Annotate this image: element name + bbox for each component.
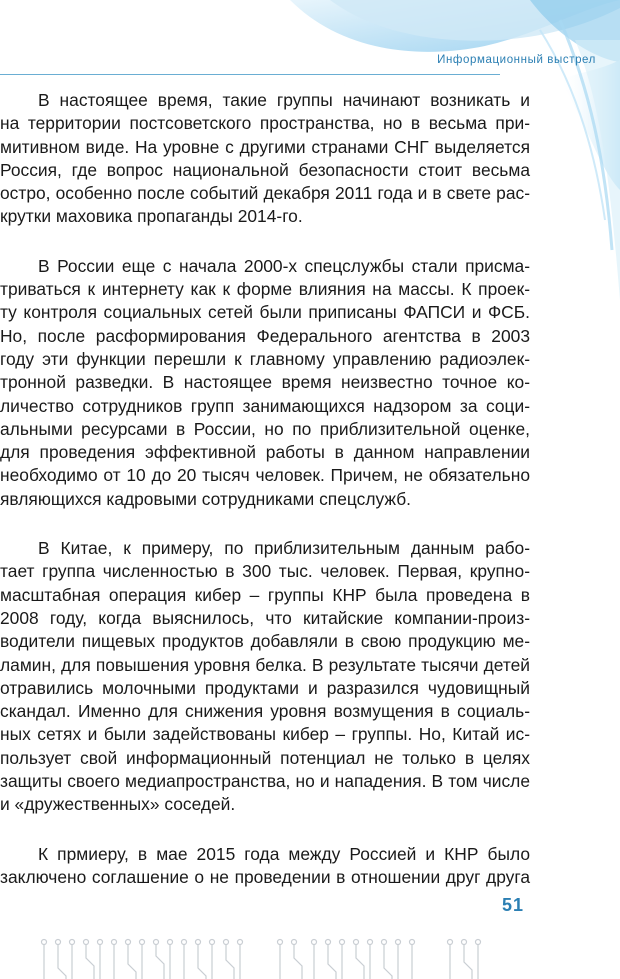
text-line: 2008 году, когда выяснилось, что китайские компании-произ- <box>0 607 530 628</box>
running-title: Информационный выстрел <box>437 54 596 66</box>
text-line: необходимо от 10 до 20 тысяч человек. Причем, не обязательно <box>0 465 530 486</box>
text-line: на территории постсоветского пространства, но в весьма при- <box>0 113 530 134</box>
text-line: отравились молочными продуктами и разразился чудовищный <box>0 677 530 698</box>
text-line: ных сетях и были задействованы кибер – группы. Но, Китай ис- <box>0 724 530 745</box>
text-line: В Китае, к примеру, по приблизительным данным рабо- <box>38 538 530 559</box>
text-line: митивном виде. На уровне с другими странами СНГ выделяется <box>0 136 530 157</box>
text-line: ту контроля социальных сетей были приписаны ФАПСИ и ФСБ. <box>0 302 530 323</box>
text-line: Но, после расформирования Федерального агентства в 2003 <box>0 325 530 346</box>
text-line: В России еще с начала 2000-х спецслужбы стали присма- <box>38 255 530 276</box>
paragraph-2 <box>0 255 530 511</box>
header-rule <box>0 74 500 75</box>
page-number: 51 <box>502 895 525 915</box>
text-line: тает группа численностью в 300 тыс. человек. Первая, крупно- <box>0 561 530 582</box>
text-line: альными ресурсами в России, но по приблизительной оценке, <box>0 418 530 439</box>
text-line: ламин, для повышения уровня белка. В результате тысячи детей <box>0 654 530 675</box>
text-line: В настоящее время, такие группы начинают возникать и <box>38 90 530 110</box>
body-text <box>0 89 530 915</box>
text-line: защиты своего медиапространства, но и нападения. В том числе <box>0 771 530 792</box>
text-line: Россия, где вопрос национальной безопасности стоит весьма <box>0 159 530 180</box>
text-line: тронной разведки. В настоящее время неизвестно точное ко- <box>0 372 530 393</box>
text-line: и «дружественных» соседей. <box>0 794 236 815</box>
text-line: пользует свой информационный потенциал не только в целях <box>0 747 530 768</box>
paragraph-1 <box>0 89 530 229</box>
text-line: скандал. Именно для снижения уровня возмущения в социаль- <box>0 701 530 722</box>
text-line: К прмиеру, в мае 2015 года между Россией и КНР было <box>38 843 530 864</box>
text-line: году эти функции перешли к главному управлению радиоэлек- <box>0 348 530 369</box>
text-line: остро, особенно после событий декабря 2011 года и в свете рас- <box>0 183 530 204</box>
paragraph-4 <box>0 843 530 890</box>
text-line: триваться к интернету как к форме влияния на массы. К проек- <box>0 279 530 300</box>
circuit-board-decoration <box>30 928 520 979</box>
text-line: для проведения эффективной работы в данном направлении <box>0 442 530 463</box>
text-line: водители пищевых продуктов добавляли в свою продукцию ме- <box>0 631 530 652</box>
paragraph-3 <box>0 537 530 817</box>
text-line: являющихся кадровыми сотрудниками спецслужб. <box>0 488 411 509</box>
text-line: масштабная операция кибер – группы КНР была проведена в <box>0 584 530 605</box>
text-line: крутки маховика пропаганды 2014-го. <box>0 206 303 227</box>
text-line: личество сотрудников групп занимающихся надзором за соци- <box>0 395 530 416</box>
text-line: заключено соглашение о не проведении в отношении друг друга <box>0 866 530 887</box>
